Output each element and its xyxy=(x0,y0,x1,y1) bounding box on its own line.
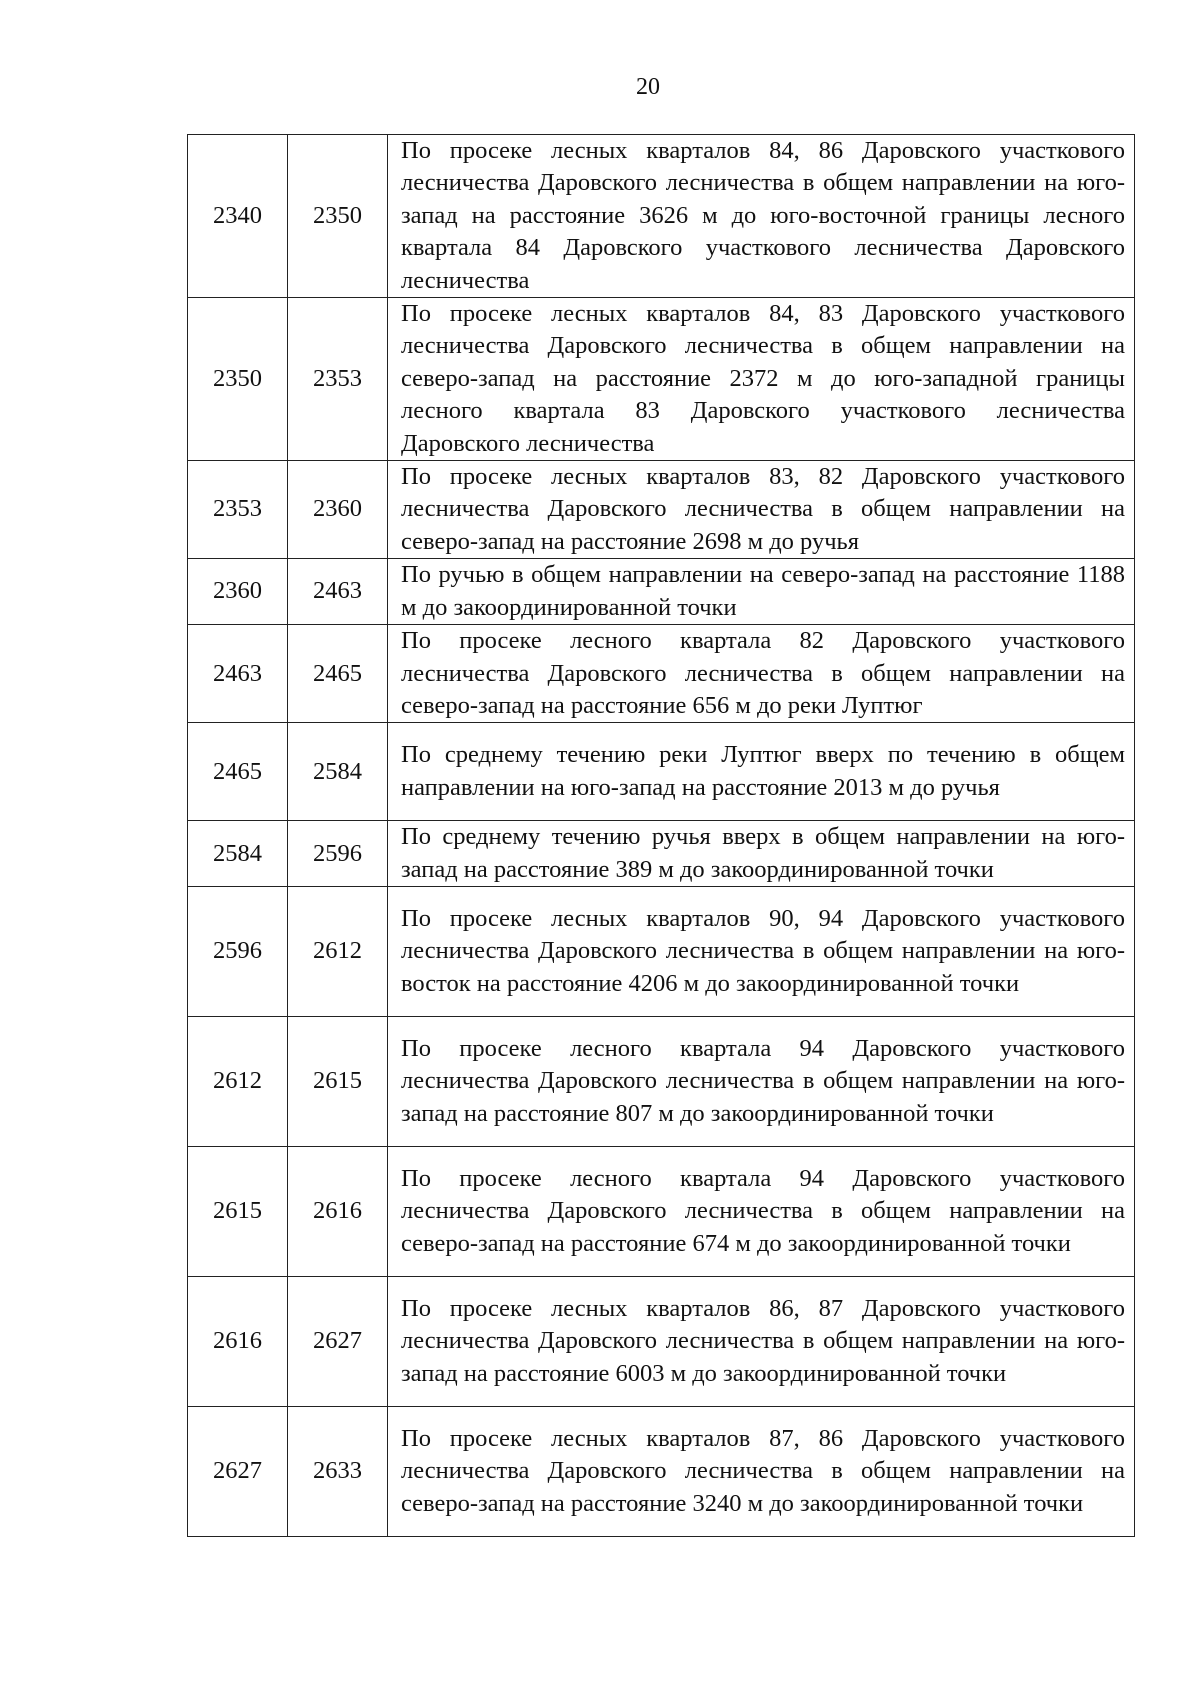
to-point-cell: 2350 xyxy=(288,135,388,298)
from-point-cell: 2627 xyxy=(188,1407,288,1537)
boundary-description-cell: По просеке лесного квартала 94 Даровского участкового лесничества Даровского лесничества в общем направлении на северо-запад на расстояние 674 м до закоординированной точки xyxy=(388,1147,1135,1277)
from-point-cell: 2596 xyxy=(188,887,288,1017)
boundary-description-cell: По среднему течению ручья вверх в общем направлении на юго-запад на расстояние 389 м до закоординированной точки xyxy=(388,821,1135,887)
boundary-description-cell: По просеке лесных кварталов 83, 82 Даровского участкового лесничества Даровского лесничества в общем направлении на северо-запад на расстояние 2698 м до ручья xyxy=(388,461,1135,559)
from-point-cell: 2465 xyxy=(188,723,288,821)
from-point-cell: 2615 xyxy=(188,1147,288,1277)
table-row xyxy=(188,559,1135,625)
table-row xyxy=(188,461,1135,559)
to-point-cell: 2615 xyxy=(288,1017,388,1147)
from-point-cell: 2612 xyxy=(188,1017,288,1147)
from-point-cell: 2350 xyxy=(188,298,288,461)
table-row xyxy=(188,1277,1135,1407)
table-row xyxy=(188,1017,1135,1147)
from-point-cell: 2340 xyxy=(188,135,288,298)
from-point-cell: 2584 xyxy=(188,821,288,887)
boundary-description-cell: По просеке лесных кварталов 90, 94 Даровского участкового лесничества Даровского лесничества в общем направлении на юго-восток на расстояние 4206 м до закоординированной точки xyxy=(388,887,1135,1017)
boundary-description-cell: По просеке лесных кварталов 86, 87 Даровского участкового лесничества Даровского лесничества в общем направлении на юго-запад на расстояние 6003 м до закоординированной точки xyxy=(388,1277,1135,1407)
to-point-cell: 2465 xyxy=(288,625,388,723)
to-point-cell: 2612 xyxy=(288,887,388,1017)
from-point-cell: 2616 xyxy=(188,1277,288,1407)
to-point-cell: 2627 xyxy=(288,1277,388,1407)
table-row xyxy=(188,887,1135,1017)
table-row xyxy=(188,1147,1135,1277)
table-row xyxy=(188,821,1135,887)
to-point-cell: 2463 xyxy=(288,559,388,625)
boundary-description-cell: По просеке лесного квартала 82 Даровского участкового лесничества Даровского лесничества в общем направлении на северо-запад на расстояние 656 м до реки Луптюг xyxy=(388,625,1135,723)
boundary-description-table xyxy=(187,134,1135,1537)
to-point-cell: 2596 xyxy=(288,821,388,887)
table-row xyxy=(188,135,1135,298)
page-number: 20 xyxy=(636,74,660,100)
from-point-cell: 2360 xyxy=(188,559,288,625)
table-row xyxy=(188,1407,1135,1537)
boundary-description-cell: По ручью в общем направлении на северо-запад на расстояние 1188 м до закоординированной точки xyxy=(388,559,1135,625)
boundary-description-cell: По просеке лесных кварталов 87, 86 Даровского участкового лесничества Даровского лесничества в общем направлении на северо-запад на расстояние 3240 м до закоординированной точки xyxy=(388,1407,1135,1537)
boundary-description-cell: По просеке лесного квартала 94 Даровского участкового лесничества Даровского лесничества в общем направлении на юго-запад на расстояние 807 м до закоординированной точки xyxy=(388,1017,1135,1147)
to-point-cell: 2584 xyxy=(288,723,388,821)
boundary-description-cell: По просеке лесных кварталов 84, 86 Даровского участкового лесничества Даровского лесничества в общем направлении на юго-запад на расстояние 3626 м до юго-восточной границы лесного квартала 84 Даровского участкового лесничества Даровского лесничества xyxy=(388,135,1135,298)
boundary-description-cell: По просеке лесных кварталов 84, 83 Даровского участкового лесничества Даровского лесничества в общем направлении на северо-запад на расстояние 2372 м до юго-западной границы лесного квартала 83 Даровского участкового лесничества Даровского лесничества xyxy=(388,298,1135,461)
from-point-cell: 2463 xyxy=(188,625,288,723)
to-point-cell: 2633 xyxy=(288,1407,388,1537)
from-point-cell: 2353 xyxy=(188,461,288,559)
boundary-description-cell: По среднему течению реки Луптюг вверх по течению в общем направлении на юго-запад на расстояние 2013 м до ручья xyxy=(388,723,1135,821)
to-point-cell: 2353 xyxy=(288,298,388,461)
table-row xyxy=(188,625,1135,723)
to-point-cell: 2616 xyxy=(288,1147,388,1277)
table-row xyxy=(188,723,1135,821)
to-point-cell: 2360 xyxy=(288,461,388,559)
table-row xyxy=(188,298,1135,461)
